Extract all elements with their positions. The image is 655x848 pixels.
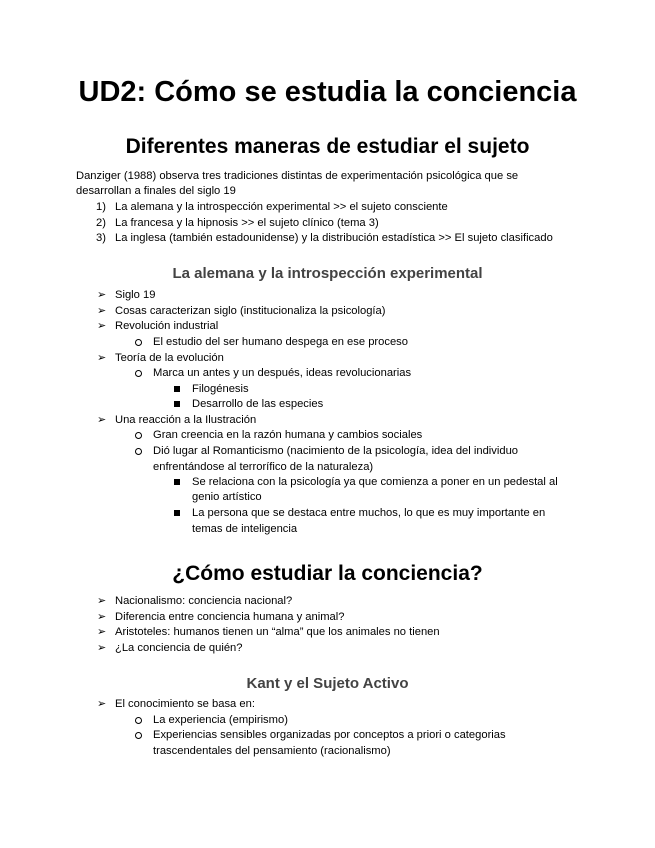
list-item: La alemana y la introspección experimental >> el sujeto consciente bbox=[115, 201, 448, 213]
square-bullet-icon bbox=[174, 386, 180, 392]
list-item: El conocimiento se basa en: bbox=[115, 698, 255, 710]
subsection-heading-alemana: La alemana y la introspección experimental bbox=[172, 265, 483, 282]
hollow-circle-bullet-icon bbox=[135, 339, 142, 346]
list-item: Revolución industrial bbox=[115, 320, 219, 332]
list-number: 1) bbox=[96, 201, 106, 213]
list-item-line-2: genio artístico bbox=[192, 491, 262, 503]
arrow-bullet-icon: ➢ bbox=[97, 595, 107, 607]
list-item-line-1: Dió lugar al Romanticismo (nacimiento de la psicología, idea del individuo bbox=[153, 445, 519, 457]
list-item: Gran creencia en la razón humana y cambios sociales bbox=[153, 429, 423, 441]
list-item-line-1: Experiencias sensibles organizadas por conceptos a priori o categorias bbox=[153, 729, 506, 741]
hollow-circle-bullet-icon bbox=[135, 448, 142, 455]
arrow-bullet-icon: ➢ bbox=[97, 352, 107, 364]
list-item: El estudio del ser humano despega en ese proceso bbox=[153, 336, 408, 348]
intro-text-line-1: Danziger (1988) observa tres tradiciones distintas de experimentación psicológica que se bbox=[76, 170, 519, 182]
arrow-bullet-icon: ➢ bbox=[97, 289, 107, 301]
hollow-circle-bullet-icon bbox=[135, 432, 142, 439]
arrow-bullet-icon: ➢ bbox=[97, 320, 107, 332]
list-item: Desarrollo de las especies bbox=[192, 398, 324, 410]
arrow-bullet-icon: ➢ bbox=[97, 414, 107, 426]
list-item: Cosas caracterizan siglo (institucionaliza la psicología) bbox=[115, 305, 386, 317]
list-item-line-2: enfrentándose al terrorífico de la naturaleza) bbox=[153, 461, 374, 473]
list-item-line-2: temas de inteligencia bbox=[192, 523, 298, 535]
list-item-line-1: La persona que se destaca entre muchos, lo que es muy importante en bbox=[192, 507, 546, 519]
list-item: Nacionalismo: conciencia nacional? bbox=[115, 595, 293, 607]
list-item: La inglesa (también estadounidense) y la distribución estadística >> El sujeto clasificado bbox=[115, 232, 553, 244]
arrow-bullet-icon: ➢ bbox=[97, 698, 107, 710]
list-item: La experiencia (empirismo) bbox=[153, 714, 288, 726]
intro-text-line-2: desarrollan a finales del siglo 19 bbox=[76, 185, 236, 197]
square-bullet-icon bbox=[174, 479, 180, 485]
list-item: ¿La conciencia de quién? bbox=[115, 642, 243, 654]
arrow-bullet-icon: ➢ bbox=[97, 626, 107, 638]
list-item: Una reacción a la Ilustración bbox=[115, 414, 257, 426]
arrow-bullet-icon: ➢ bbox=[97, 611, 107, 623]
list-item-line-1: Se relaciona con la psicología ya que comienza a poner en un pedestal al bbox=[192, 476, 558, 488]
list-item: Filogénesis bbox=[192, 383, 249, 395]
list-number: 2) bbox=[96, 217, 106, 229]
subsection-heading-kant: Kant y el Sujeto Activo bbox=[246, 675, 409, 692]
arrow-bullet-icon: ➢ bbox=[97, 642, 107, 654]
square-bullet-icon bbox=[174, 510, 180, 516]
list-number: 3) bbox=[96, 232, 106, 244]
list-item: Aristoteles: humanos tienen un “alma” que los animales no tienen bbox=[115, 626, 440, 638]
page-title: UD2: Cómo se estudia la conciencia bbox=[78, 76, 577, 108]
list-item: Siglo 19 bbox=[115, 289, 156, 301]
list-item: La francesa y la hipnosis >> el sujeto clínico (tema 3) bbox=[115, 217, 379, 229]
section-heading-como-estudiar: ¿Cómo estudiar la conciencia? bbox=[172, 562, 483, 585]
list-item-line-2: trascendentales del pensamiento (racionalismo) bbox=[153, 745, 391, 757]
hollow-circle-bullet-icon bbox=[135, 717, 142, 724]
hollow-circle-bullet-icon bbox=[135, 370, 142, 377]
list-item: Marca un antes y un después, ideas revolucionarias bbox=[153, 367, 412, 379]
section-heading-diferentes-maneras: Diferentes maneras de estudiar el sujeto bbox=[125, 135, 530, 158]
list-item: Diferencia entre conciencia humana y animal? bbox=[115, 611, 345, 623]
arrow-bullet-icon: ➢ bbox=[97, 305, 107, 317]
list-item: Teoría de la evolución bbox=[115, 352, 224, 364]
square-bullet-icon bbox=[174, 401, 180, 407]
hollow-circle-bullet-icon bbox=[135, 732, 142, 739]
